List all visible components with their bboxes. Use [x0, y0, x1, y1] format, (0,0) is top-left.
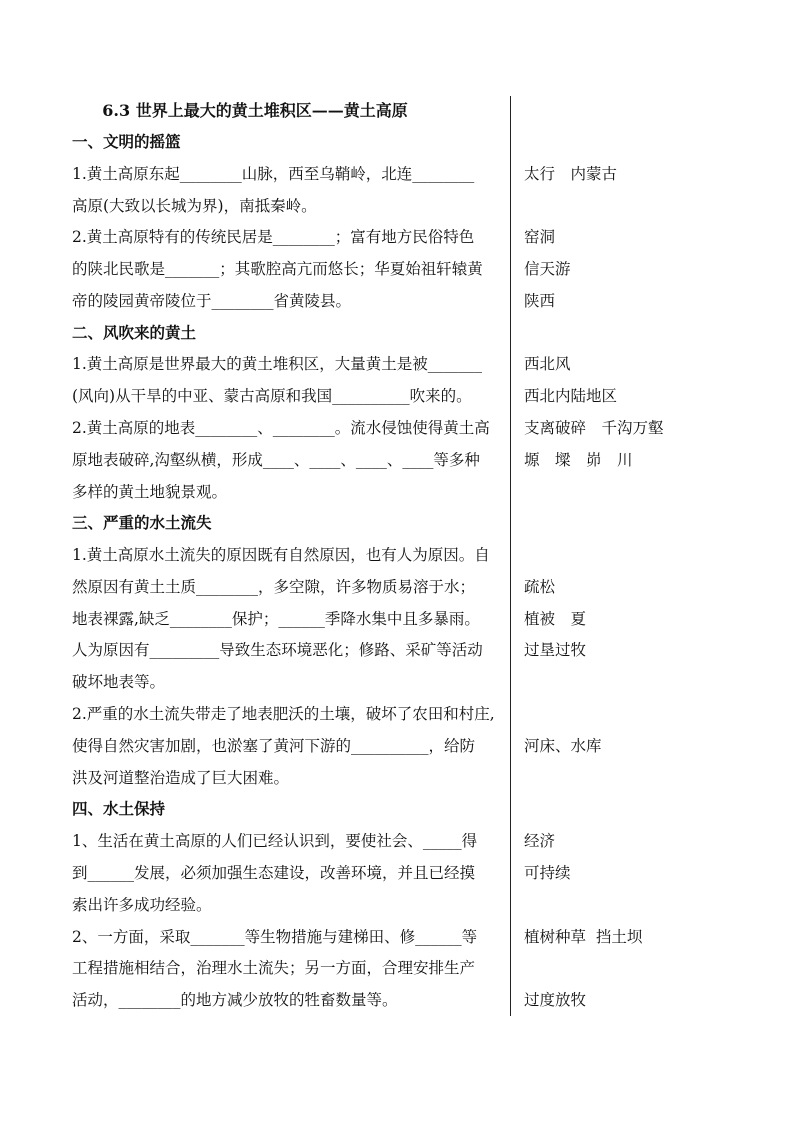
text-line: 1.黄土高原水土流失的原因既有自然原因，也有人为原因。自: [72, 546, 490, 564]
text-line: 活动，________的地方减少放牧的牲畜数量等。: [72, 991, 398, 1009]
section-heading-3: 三、严重的水土流失: [72, 513, 212, 532]
page-title: 6.3 世界上最大的黄土堆积区——黄土高原: [102, 101, 408, 120]
text-line: 然原因有黄土土质________，多空隙，许多物质易溶于水；: [72, 578, 476, 596]
text-line: 1.黄土高原是世界最大的黄土堆积区，大量黄土是被_______: [72, 355, 483, 373]
answer-text: 塬 墚 峁 川: [524, 451, 633, 469]
answer-text: 西北内陆地区: [524, 387, 618, 405]
answer-text: 植树种草 挡土坝: [524, 928, 643, 946]
section-heading-4: 四、水土保持: [72, 799, 166, 818]
answer-text: 经济: [524, 832, 556, 850]
text-line: 1、生活在黄土高原的人们已经认识到，要使社会、_____得: [72, 832, 478, 850]
text-line: 人为原因有_________导致生态环境恶化；修路、采矿等活动: [72, 641, 483, 659]
text-line: (风向)从干旱的中亚、蒙古高原和我国__________吹来的。: [72, 387, 472, 405]
text-line: 多样的黄土地貌景观。: [72, 483, 228, 501]
answer-text: 河床、水库: [524, 737, 602, 755]
answer-text: 植被 夏: [524, 610, 587, 628]
answer-text: 陕西: [524, 292, 556, 310]
text-line: 的陕北民歌是_______；其歌腔高亢而悠长；华夏始祖轩辕黄: [72, 260, 483, 278]
text-line: 地表裸露,缺乏________保护；______季降水集中且多暴雨。: [72, 610, 480, 628]
answer-text: 支离破碎 千沟万壑: [524, 419, 664, 437]
answer-text: 可持续: [524, 864, 571, 882]
text-line: 2.黄土高原的地表________、________。流水侵蚀使得黄土高: [72, 419, 490, 437]
text-line: 索出许多成功经验。: [72, 896, 212, 914]
text-line: 洪及河道整治造成了巨大困难。: [72, 769, 290, 787]
answer-text: 过垦过牧: [524, 641, 587, 659]
text-line: 高原(大致以长城为界)，南抵秦岭。: [72, 197, 317, 215]
answer-text: 窑洞: [524, 228, 556, 246]
text-line: 到______发展，必须加强生态建设，改善环境，并且已经摸: [72, 864, 476, 882]
text-line: 使得自然灾害加剧，也淤塞了黄河下游的__________，给防: [72, 737, 476, 755]
text-line: 2.严重的水土流失带走了地表肥沃的土壤，破坏了农田和村庄,: [72, 705, 495, 723]
answer-text: 疏松: [524, 578, 556, 596]
text-line: 1.黄土高原东起________山脉，西至乌鞘岭，北连________: [72, 165, 475, 183]
section-heading-2: 二、风吹来的黄土: [72, 323, 197, 342]
section-heading-1: 一、文明的摇篮: [72, 132, 181, 151]
answer-text: 西北风: [524, 355, 571, 373]
column-divider: [510, 96, 511, 1016]
text-line: 帝的陵园黄帝陵位于________省黄陵县。: [72, 292, 352, 310]
answer-text: 太行 内蒙古: [524, 165, 618, 183]
text-line: 原地表破碎,沟壑纵横，形成____、____、____、____等多种: [72, 451, 480, 469]
text-line: 2、一方面，采取_______等生物措施与建梯田、修______等: [72, 928, 478, 946]
text-line: 2.黄土高原特有的传统民居是________；富有地方民俗特色: [72, 228, 475, 246]
answer-text: 过度放牧: [524, 991, 587, 1009]
text-line: 破坏地表等。: [72, 673, 166, 691]
text-line: 工程措施相结合，治理水土流失；另一方面，合理安排生产: [72, 959, 476, 977]
answer-text: 信天游: [524, 260, 571, 278]
